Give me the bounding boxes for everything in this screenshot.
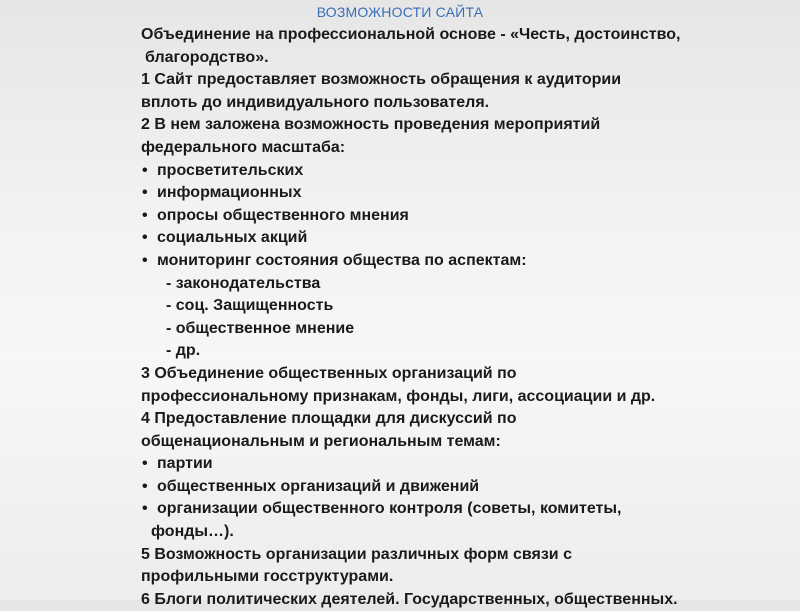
item1-line-1: 1 Сайт предоставляет возможность обращения к аудитории [141, 71, 622, 89]
bullet-item: • социальных акций [141, 227, 791, 250]
slide-title: ВОЗМОЖНОСТИ САЙТА [316, 4, 484, 20]
item4-line-1: 4 Предоставление площадки для дискуссий по [141, 410, 517, 428]
bullet-item: • партии [141, 453, 791, 476]
bullet-continuation: фонды…). [151, 523, 234, 541]
bullet-item: • просветительских [141, 160, 791, 183]
item6-line-1: 6 Блоги политических деятелей. Государственных, общественных. [141, 590, 678, 608]
intro-line-2: благородство». [145, 48, 269, 66]
bullet-item: • опросы общественного мнения [141, 205, 791, 228]
sub-item: - общественное мнение [166, 319, 355, 337]
item2-line-2: федерального масштаба: [141, 138, 346, 156]
intro-line-1: Объединение на профессиональной основе - «Честь, достоинство, [141, 26, 681, 43]
bullet-item: • общественных организаций и движений [141, 476, 791, 499]
sub-item: - соц. Защищенность [166, 297, 334, 315]
item3-line-1: 3 Объединение общественных организаций по [141, 364, 517, 382]
item3-line-2: профессиональному признакам, фонды, лиги, ассоциации и др. [141, 387, 656, 405]
bullet-item: • организации общественного контроля (советы, комитеты, [141, 498, 791, 521]
item5-line-1: 5 Возможность организации различных форм связи с [141, 545, 572, 563]
sub-item: - др. [166, 342, 201, 360]
item2-line-1: 2 В нем заложена возможность проведения мероприятий [141, 116, 601, 134]
item4-line-2: общенациональным и региональным темам: [141, 432, 501, 450]
slide-content [141, 24, 791, 611]
item1-line-2: вплоть до индивидуального пользователя. [141, 93, 490, 111]
bullet-item: • информационных [141, 182, 791, 205]
bullet-item: • мониторинг состояния общества по аспектам: [141, 250, 791, 273]
item5-line-2: профильными госструктурами. [141, 568, 394, 586]
sub-item: - законодательства [166, 274, 321, 292]
